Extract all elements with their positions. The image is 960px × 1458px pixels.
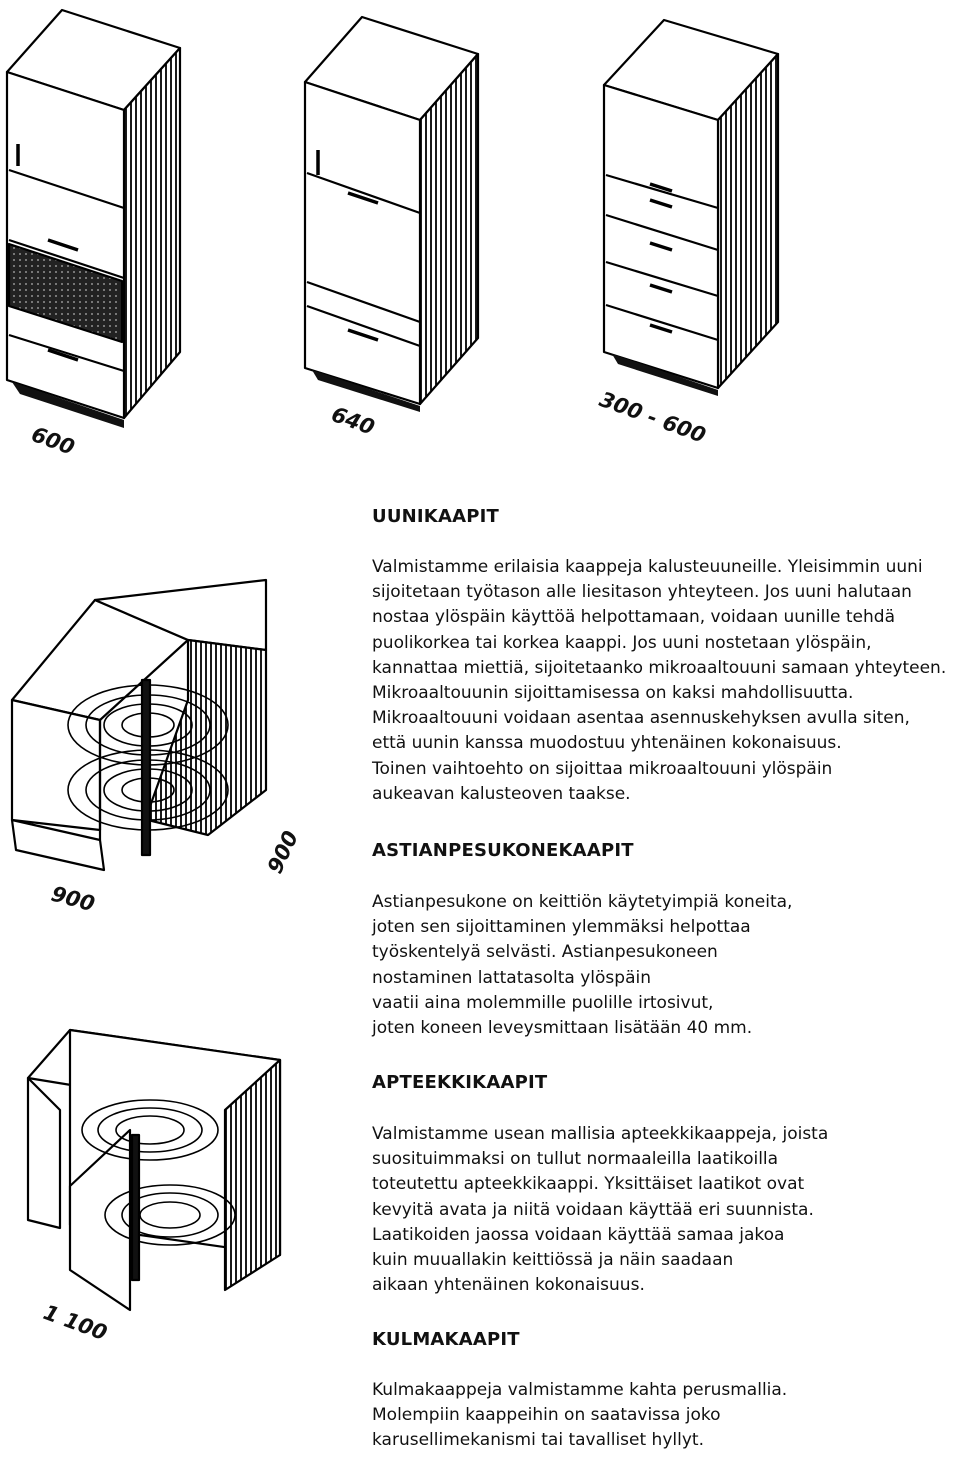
pharmacy-cabinet [604,20,778,396]
section-title-astianpesukonekaapit: ASTIANPESUKONEKAAPIT [372,840,634,861]
section-body-apteekkikaapit: Valmistamme usean mallisia apteekkikaappeja, joista suosituimmaksi on tullut normaaleilla laatikoilla toteutettu apteekkikaappi. Yksittäiset laatikot ovat kevyitä avata ja niitä voidaan käyttää eri suunnista. Laatikoiden jaossa voidaan käyttää samaa jakoa kuin muuallakin keittiössä ja näin saadaan aikaan yhtenäinen kokonaisuus. [372,1124,829,1296]
corner-cabinet-1100 [28,1030,280,1310]
dim-300-600: 300 - 600 [596,387,709,448]
section-title-uunikaapit: UUNIKAAPIT [372,506,499,527]
dim-600: 600 [28,422,78,460]
dim-900-side: 900 [262,827,304,878]
dim-900-front: 900 [48,881,98,917]
corner-cabinet-900 [12,580,266,870]
section-body-kulmakaapit: Kulmakaappeja valmistamme kahta perusmallia. Molempiin kaappeihin on saatavissa joko karusellimekanismi tai tavalliset hyllyt. [372,1380,788,1451]
section-title-kulmakaapit: KULMAKAAPIT [372,1329,520,1350]
oven-cabinet-600 [7,10,180,428]
section-body-astianpesukonekaapit: Astianpesukone on keittiön käytetyimpiä koneita, joten sen sijoittaminen ylemmäksi helpottaa työskentelyä selvästi. Astianpesukoneen nostaminen lattatasolta ylöspäin vaatii aina molemmille puolille irtosivut, joten koneen leveysmittaan lisätään 40 mm. [372,892,793,1039]
dim-640: 640 [328,402,378,440]
section-body-uunikaapit: Valmistamme erilaisia kaappeja kalusteuuneille. Yleisimmin uuni sijoitetaan työtason alle liesitason yhteyteen. Jos uuni halutaan nostaa ylöspäin käyttöä helpottamaan, voidaan uunille tehdä puolikorkea tai korkea kaappi. Jos uuni nostetaan ylöspäin, kannattaa miettiä, sijoitetaanko mikroaaltouuni samaan yhteyteen. Mikroaaltouunin sijoittamisessa on kaksi mahdollisuutta. Mikroaaltouuni voidaan asentaa asennuskehyksen avulla siten, että uunin kanssa muodostuu yhtenäinen kokonaisuus. Toinen vaihtoehto on sijoittaa mikroaaltouuni ylöspäin aukeavan kalusteoven taakse. [372,557,947,804]
dim-1100: 1 100 [40,1300,111,1346]
oven-cabinet-640 [305,17,478,412]
section-title-apteekkikaapit: APTEEKKIKAAPIT [372,1072,548,1093]
